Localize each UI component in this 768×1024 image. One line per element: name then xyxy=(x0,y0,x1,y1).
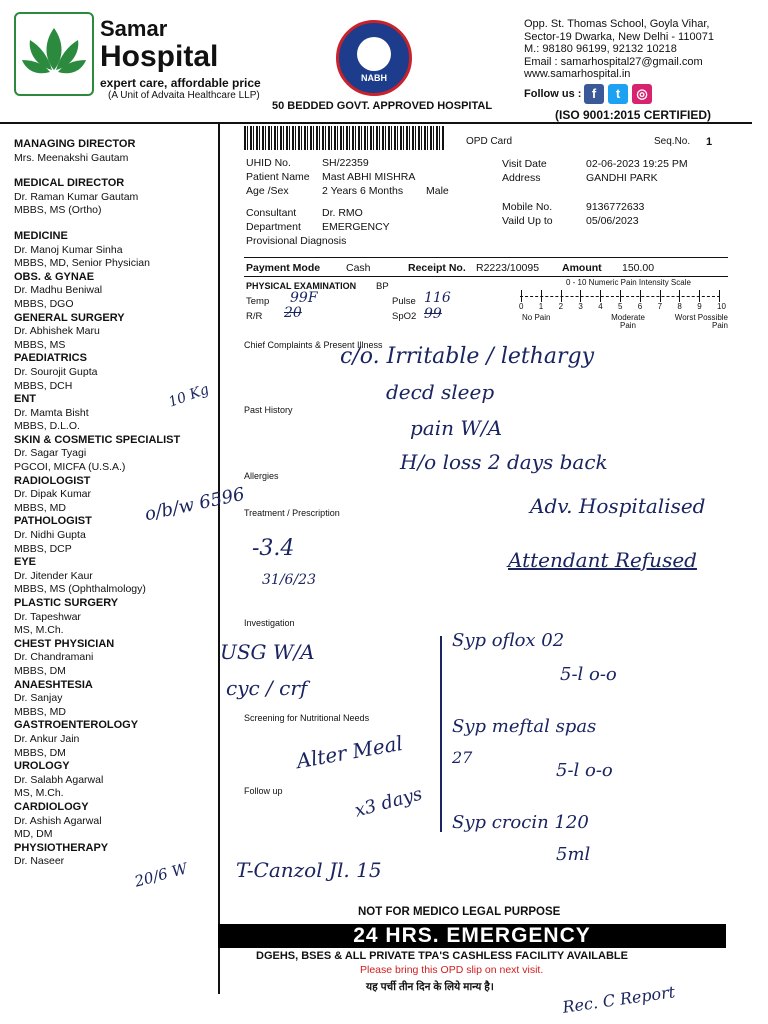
pain-scale-tick xyxy=(580,290,581,302)
pulse-label: Pulse xyxy=(392,296,416,307)
email-line: Email : samarhospital27@gmail.com xyxy=(524,55,703,68)
uhid-label: UHID No. xyxy=(246,157,291,169)
amount-value: 150.00 xyxy=(622,262,655,274)
hand-complaint-2: decd sleep xyxy=(386,380,495,404)
worst-pain-label: Worst Possible Pain xyxy=(674,313,728,330)
age-value: 2 Years 6 Months xyxy=(322,185,404,197)
doctor-line: Dr. Sanjay xyxy=(14,692,63,705)
divider xyxy=(244,276,728,277)
doctor-line: Mrs. Meenakshi Gautam xyxy=(14,151,129,164)
temp-label: Temp xyxy=(246,296,270,307)
doctor-line: Dr. Ankur Jain xyxy=(14,732,80,745)
website-line: www.samarhospital.in xyxy=(524,68,631,81)
pain-scale-tick-label: 8 xyxy=(677,302,682,311)
dept-title: CHEST PHYSICIAN xyxy=(14,637,115,650)
doctor-line: Dr. Madhu Beniwal xyxy=(14,284,103,297)
no-pain-label: No Pain xyxy=(522,313,551,322)
department-value: EMERGENCY xyxy=(322,221,390,233)
dept-title: PHYSIOTHERAPY xyxy=(14,841,109,854)
doctor-line: Dr. Ashish Agarwal xyxy=(14,814,102,827)
doctor-line: MD, DM xyxy=(14,828,53,841)
dept-title: MANAGING DIRECTOR xyxy=(14,138,136,150)
doctor-line: Dr. Salabh Agarwal xyxy=(14,773,104,786)
pain-scale-tick-label: 4 xyxy=(598,302,603,311)
hand-investigation-1: USG W/A xyxy=(220,640,315,664)
lotus-logo-icon xyxy=(16,14,92,94)
pain-scale-tick-label: 7 xyxy=(657,302,663,311)
follow-us-label: Follow us : xyxy=(524,88,582,100)
header-divider xyxy=(0,122,752,124)
pain-scale-tick-label: 3 xyxy=(578,302,583,311)
provisional-diagnosis-label: Provisional Diagnosis xyxy=(246,235,347,247)
hospital-logo xyxy=(14,12,94,96)
doctor-line: MBBS, MS (Ortho) xyxy=(14,204,102,217)
phone-line: M.: 98180 96199, 92132 10218 xyxy=(524,43,677,56)
doctor-line: Dr. Dipak Kumar xyxy=(14,488,92,501)
dept-title: MEDICINE xyxy=(14,229,68,242)
valid-value: 05/06/2023 xyxy=(586,215,639,227)
tagline: expert care, affordable price xyxy=(100,76,261,90)
doctor-line: Dr. Sagar Tyagi xyxy=(14,447,87,460)
hand-complaint-6: Attendant Refused xyxy=(508,548,697,572)
visit-date-label: Visit Date xyxy=(502,158,547,170)
mobile-label: Mobile No. xyxy=(502,201,553,213)
pain-scale-tick xyxy=(541,290,542,302)
hand-temp: 99F xyxy=(290,290,318,306)
dept-title: MEDICAL DIRECTOR xyxy=(14,177,125,190)
pain-scale-tick-label: 1 xyxy=(538,302,544,311)
nabh-seal-label: NABH xyxy=(361,73,387,83)
rr-label: R/R xyxy=(246,311,263,322)
doctor-line: MBBS, DCH xyxy=(14,379,73,392)
pain-scale-tick xyxy=(640,290,641,302)
pain-scale-tick xyxy=(620,290,621,302)
age-label: Age /Sex xyxy=(246,185,289,197)
payment-mode-value: Cash xyxy=(346,262,371,274)
doctor-line: MBBS, D.L.O. xyxy=(14,420,80,433)
doctor-line: MBBS, DM xyxy=(14,746,66,759)
hand-x3-days: x3 days xyxy=(352,783,425,822)
nabh-seal-center xyxy=(357,37,391,71)
pain-scale-tick-label: 10 xyxy=(717,302,726,311)
hand-rx-3: Syp crocin 120 xyxy=(452,812,589,833)
pain-scale-tick xyxy=(699,290,700,302)
hand-left-note: o/b/w 6596 xyxy=(142,483,247,526)
pain-scale-tick xyxy=(660,290,661,302)
hand-spo2: 99 xyxy=(424,306,442,322)
mobile-value: 9136772633 xyxy=(586,201,645,213)
dept-title: PAEDIATRICS xyxy=(14,352,87,365)
doctor-line: Dr. Nidhi Gupta xyxy=(14,529,86,542)
facebook-icon[interactable]: f xyxy=(584,84,604,104)
pain-scale-tick-label: 6 xyxy=(637,302,643,311)
uhid-value: SH/22359 xyxy=(322,157,369,169)
hand-tcanz: T-Canzol Jl. 15 xyxy=(236,858,382,882)
divider xyxy=(244,257,728,258)
doctor-line: MBBS, DCP xyxy=(14,542,72,555)
doctor-line: MBBS, MD xyxy=(14,501,66,514)
dept-title: GENERAL SURGERY xyxy=(14,311,125,324)
dept-title: SKIN & COSMETIC SPECIALIST xyxy=(14,433,181,446)
bp-label: BP xyxy=(376,281,389,292)
physical-exam-title: PHYSICAL EXAMINATION xyxy=(246,281,357,291)
doctor-line: Dr. Raman Kumar Gautam xyxy=(14,190,139,203)
pain-scale-tick xyxy=(561,290,562,302)
payment-mode-label: Payment Mode xyxy=(246,262,321,274)
chief-complaints-label: Chief Complaints & Present Illness xyxy=(244,340,383,350)
hand-date: 31/6/23 xyxy=(262,572,316,588)
dept-title: PLASTIC SURGERY xyxy=(14,597,119,609)
doctor-line: Dr. Tapeshwar xyxy=(14,610,81,623)
spo2-label: SpO2 xyxy=(392,311,417,322)
seq-label: Seq.No. xyxy=(654,136,691,147)
dept-title: UROLOGY xyxy=(14,760,70,773)
opd-card-title: OPD Card xyxy=(466,136,513,147)
hospital-name-line2: Hospital xyxy=(100,40,219,73)
investigation-label: Investigation xyxy=(244,618,295,628)
hand-bracket-line xyxy=(440,636,442,832)
visit-date-value: 02-06-2023 19:25 PM xyxy=(586,158,688,170)
doctor-line: PGCOI, MICFA (U.S.A.) xyxy=(14,461,126,474)
address-label: Address xyxy=(502,172,541,184)
doctor-line: MBBS, DGO xyxy=(14,297,74,310)
emergency-banner: 24 HRS. EMERGENCY xyxy=(218,924,726,948)
cashless-facility: DGEHS, BSES & ALL PRIVATE TPA'S CASHLESS FACILITY AVAILABLE xyxy=(256,950,628,962)
dept-title: EYE xyxy=(14,556,37,569)
hand-signature: Rec. C Report xyxy=(561,982,677,1017)
bedded-text: 50 BEDDED GOVT. APPROVED HOSPITAL xyxy=(272,100,493,112)
unit-text: (A Unit of Advaita Healthcare LLP) xyxy=(108,90,260,101)
hand-alter-meal: Alter Meal xyxy=(294,730,405,774)
pain-scale-tick-label: 9 xyxy=(697,302,702,311)
pain-scale-title: 0 - 10 Numeric Pain Intensity Scale xyxy=(566,278,691,287)
hand-complaint-1: c/o. Irritable / lethargy xyxy=(340,344,595,369)
follow-up-label: Follow up xyxy=(244,786,283,796)
dept-title: GASTROENTEROLOGY xyxy=(14,719,139,732)
seq-value: 1 xyxy=(706,136,713,148)
dept-title: RADIOLOGIST xyxy=(14,474,91,487)
pain-scale-tick-label: 2 xyxy=(558,302,564,311)
hand-rr: 20 xyxy=(284,305,302,321)
hand-rx-3-dose: 5ml xyxy=(556,844,591,865)
receipt-value: R2223/10095 xyxy=(476,262,540,274)
treatment-label: Treatment / Prescription xyxy=(244,508,340,518)
amount-label: Amount xyxy=(562,262,602,274)
hand-rx-2: Syp meftal spas xyxy=(452,716,597,737)
doctor-line: Dr. Naseer xyxy=(14,855,65,868)
moderate-pain-label: Moderate Pain xyxy=(611,313,645,330)
pain-scale-tick xyxy=(521,290,522,302)
doctor-line: MS, M.Ch. xyxy=(14,787,64,800)
screening-label: Screening for Nutritional Needs xyxy=(244,713,370,723)
hand-rx-2-dose: 5-l o-o xyxy=(556,760,613,781)
instagram-icon[interactable]: ◎ xyxy=(632,84,652,104)
hand-rx-1: Syp oflox 02 xyxy=(452,630,565,651)
doctor-line: Dr. Manoj Kumar Sinha xyxy=(14,243,123,256)
doctor-line: MBBS, MS xyxy=(14,338,66,351)
valid-label: Vaild Up to xyxy=(502,215,553,227)
hand-complaint-4: H/o loss 2 days back xyxy=(400,450,608,474)
sex-value: Male xyxy=(426,185,449,197)
hand-investigation-2: cyc / crf xyxy=(226,676,308,700)
iso-certification: (ISO 9001:2015 CERTIFIED) xyxy=(555,108,712,122)
bring-slip-note: Please bring this OPD slip on next visit. xyxy=(360,964,544,976)
doctor-line: MBBS, DM xyxy=(14,664,66,677)
dept-title: ANAESHTESIA xyxy=(14,678,93,691)
pain-scale-tick-label: 0 xyxy=(519,302,524,311)
doctor-line: Dr. Abhishek Maru xyxy=(14,325,100,338)
doctor-line: MBBS, MS (Ophthalmology) xyxy=(14,583,146,596)
hand-pulse: 116 xyxy=(424,290,451,306)
hand-complaint-3: pain W/A xyxy=(410,416,503,440)
dept-title: OBS. & GYNAE xyxy=(14,270,95,283)
twitter-icon[interactable]: t xyxy=(608,84,628,104)
hospital-address xyxy=(524,18,714,81)
department-label: Department xyxy=(246,221,301,233)
dept-title: ENT xyxy=(14,393,36,406)
validity-note-hindi: यह पर्ची तीन दिन के लिये मान्य है। xyxy=(366,981,494,993)
hand-left-value: -3.4 xyxy=(252,536,295,561)
doctor-line: MS, M.Ch. xyxy=(14,624,64,637)
pain-scale-tick xyxy=(679,290,680,302)
doctor-line: MBBS, MD, Senior Physician xyxy=(14,257,150,270)
doctor-line: Dr. Sourojit Gupta xyxy=(14,365,98,378)
hand-bottom-left: 20/6 W xyxy=(132,859,190,891)
address-value: GANDHI PARK xyxy=(586,172,658,184)
hand-rx-1-dose: 5-l o-o xyxy=(560,664,617,685)
doctor-line: Dr. Mamta Bisht xyxy=(14,406,89,419)
nabh-seal xyxy=(336,20,412,96)
hand-weight: 10 Kg xyxy=(166,381,212,411)
pain-scale-tick-label: 5 xyxy=(618,302,623,311)
not-medico-legal: NOT FOR MEDICO LEGAL PURPOSE xyxy=(358,906,561,918)
pain-scale-tick xyxy=(719,290,720,302)
dept-title: PATHOLOGIST xyxy=(14,515,92,528)
address-line: Opp. St. Thomas School, Goyla Vihar, xyxy=(524,18,710,30)
patient-label: Patient Name xyxy=(246,171,310,183)
consultant-value: Dr. RMO xyxy=(322,207,363,219)
receipt-label: Receipt No. xyxy=(408,262,466,274)
hospital-name-line1: Samar xyxy=(100,16,168,41)
consultant-label: Consultant xyxy=(246,207,297,219)
allergies-label: Allergies xyxy=(244,471,279,481)
hand-27: 27 xyxy=(452,748,473,767)
doctor-line: Dr. Chandramani xyxy=(14,651,94,664)
pain-scale-tick xyxy=(600,290,601,302)
address-line: Sector-19 Dwarka, New Delhi - 110071 xyxy=(524,30,714,43)
past-history-label: Past History xyxy=(244,405,293,415)
barcode xyxy=(244,126,444,150)
doctor-line: MBBS, MD xyxy=(14,705,66,718)
patient-value: Mast ABHI MISHRA xyxy=(322,171,416,183)
doctor-line: Dr. Jitender Kaur xyxy=(14,569,93,582)
dept-title: CARDIOLOGY xyxy=(14,800,89,813)
hand-complaint-5: Adv. Hospitalised xyxy=(530,494,706,518)
